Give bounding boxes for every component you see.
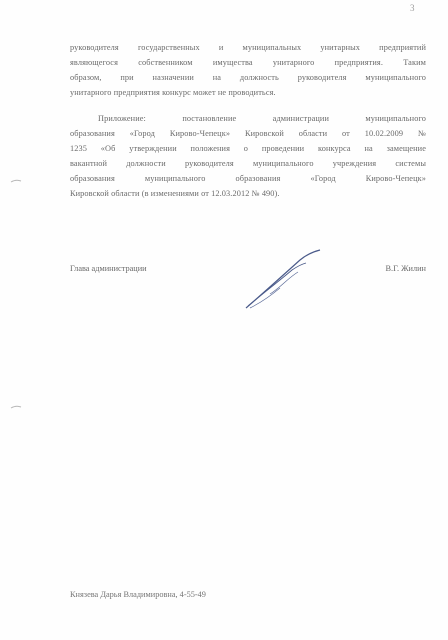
page-number: 3 [410, 3, 415, 13]
signatory-name: В.Г. Жилин [385, 264, 426, 273]
paragraph-2-line: Кировской области (в изменениями от 12.03.2012 № 490). [70, 189, 280, 198]
footer-contact: Князева Дарья Владимировна, 4-55-49 [70, 590, 206, 599]
signatory-position: Глава администрации [70, 264, 147, 273]
paragraph-2-line: Приложение: постановление администрации муниципального [98, 114, 426, 123]
paragraph-2 [70, 111, 426, 201]
paragraph-1-line: образом, при назначении на должность руководителя муниципального [70, 73, 426, 82]
paragraph-1-line: унитарного предприятия конкурс может не проводиться. [70, 88, 276, 97]
paragraph-1-line: руководителя государственных и муниципальных унитарных предприятий [70, 43, 426, 52]
handwritten-signature-icon [240, 248, 330, 318]
paragraph-2-line: вакантной должности руководителя муниципального учреждения системы [70, 159, 426, 168]
punch-mark-icon [10, 404, 22, 410]
paragraph-1-line: являющегося собственником имущества унитарного предприятия. Таким [70, 58, 426, 67]
paragraph-2-line: образования муниципального образования «Город Кирово-Чепецк» [70, 174, 426, 183]
paragraph-2-line: 1235 «Об утверждении положения о проведении конкурса на замещение [70, 144, 426, 153]
paragraph-1 [70, 40, 426, 100]
paragraph-2-line: образования «Город Кирово-Чепецк» Кировской области от 10.02.2009 № [70, 129, 426, 138]
punch-mark-icon [10, 178, 22, 184]
